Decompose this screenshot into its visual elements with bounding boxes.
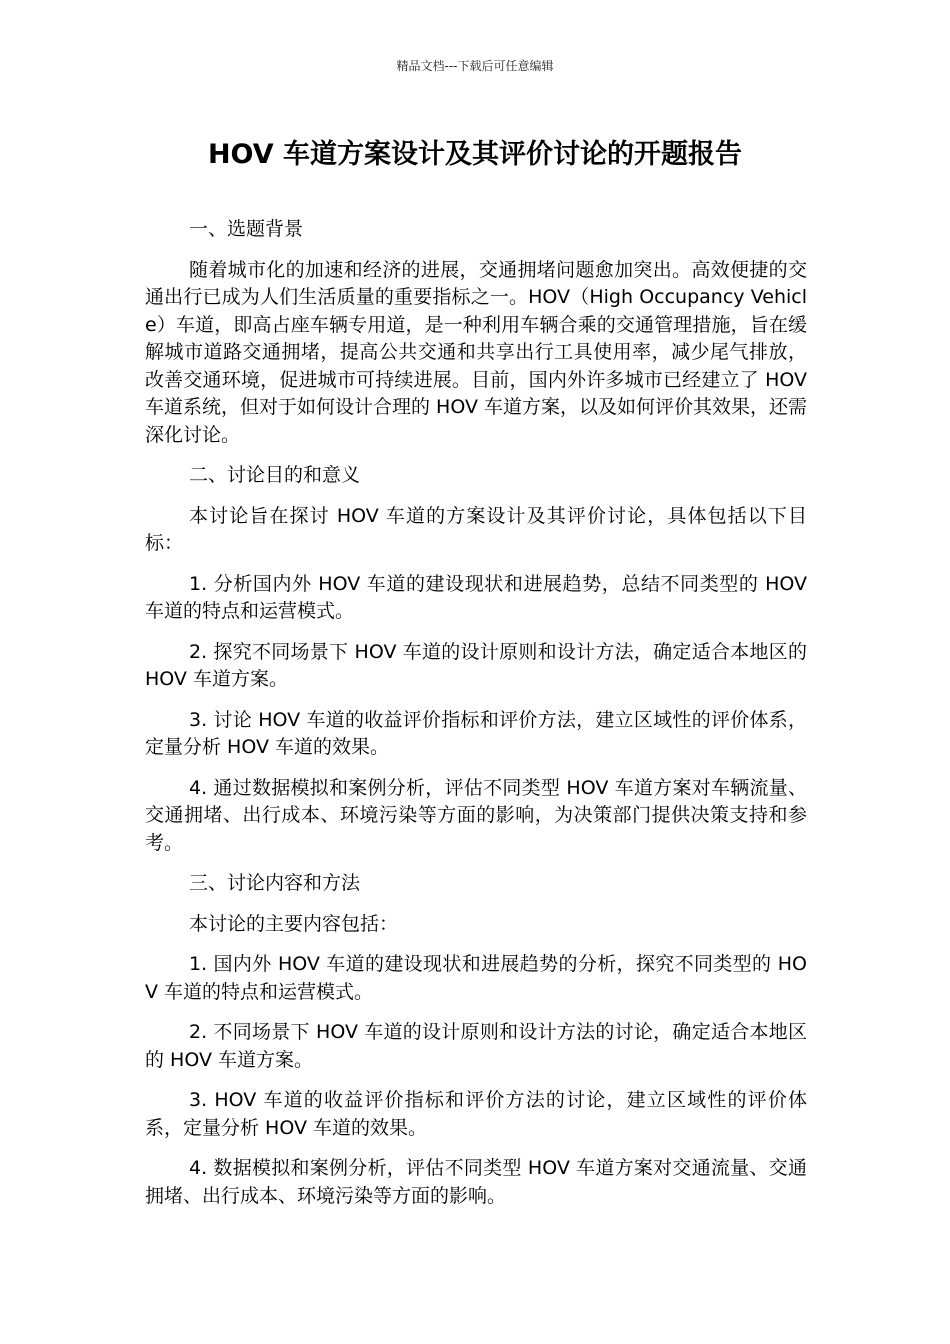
paragraph-purpose-intro: 本讨论旨在探讨 HOV 车道的方案设计及其评价讨论，具体包括以下目标： — [145, 504, 807, 554]
list-item-purpose-2: 2. 探究不同场景下 HOV 车道的设计原则和设计方法，确定适合本地区的 HOV 车道方案。 — [145, 640, 807, 690]
list-item-content-2: 2. 不同场景下 HOV 车道的设计原则和设计方法的讨论，确定适合本地区的 HOV 车道方案。 — [145, 1021, 807, 1071]
paragraph-content-intro: 本讨论的主要内容包括： — [189, 912, 399, 935]
section-heading-content: 三、讨论内容和方法 — [189, 872, 361, 894]
list-item-purpose-3: 3. 讨论 HOV 车道的收益评价指标和评价方法，建立区域性的评价体系，定量分析 HOV 车道的效果。 — [145, 708, 807, 758]
document-title: HOV 车道方案设计及其评价讨论的开题报告 — [207, 139, 743, 170]
list-item-purpose-4: 4. 通过数据模拟和案例分析，评估不同类型 HOV 车道方案对车辆流量、交通拥堵、出行成本、环境污染等方面的影响，为决策部门提供决策支持和参考。 — [145, 776, 807, 854]
section-heading-purpose: 二、讨论目的和意义 — [189, 464, 361, 486]
document-body — [145, 216, 807, 1223]
list-item-content-3: 3. HOV 车道的收益评价指标和评价方法的讨论，建立区域性的评价体系，定量分析 HOV 车道的效果。 — [145, 1089, 807, 1139]
section-heading-background: 一、选题背景 — [189, 218, 304, 240]
paragraph-background: 随着城市化的加速和经济的进展，交通拥堵问题愈加突出。高效便捷的交通出行已成为人们生活质量的重要指标之一。HOV（High Occupancy Vehicle）车道，即高占座车辆专用道，是一种利用车辆合乘的交通管理措施，旨在缓解城市道路交通拥堵，提高公共交通和共享出行工具使用率，减少尾气排放，改善交通环境，促进城市可持续进展。目前，国内外许多城市已经建立了 HOV 车道系统，但对于如何设计合理的 HOV 车道方案，以及如何评价其效果，还需深化讨论。 — [145, 258, 807, 446]
list-item-purpose-1: 1. 分析国内外 HOV 车道的建设现状和进展趋势，总结不同类型的 HOV 车道的特点和运营模式。 — [145, 572, 807, 622]
list-item-content-4: 4. 数据模拟和案例分析，评估不同类型 HOV 车道方案对交通流量、交通拥堵、出行成本、环境污染等方面的影响。 — [145, 1157, 807, 1207]
list-item-content-1: 1. 国内外 HOV 车道的建设现状和进展趋势的分析，探究不同类型的 HOV 车道的特点和运营模式。 — [145, 953, 807, 1003]
header-note: 精品文档---下载后可任意编辑 — [396, 59, 554, 73]
